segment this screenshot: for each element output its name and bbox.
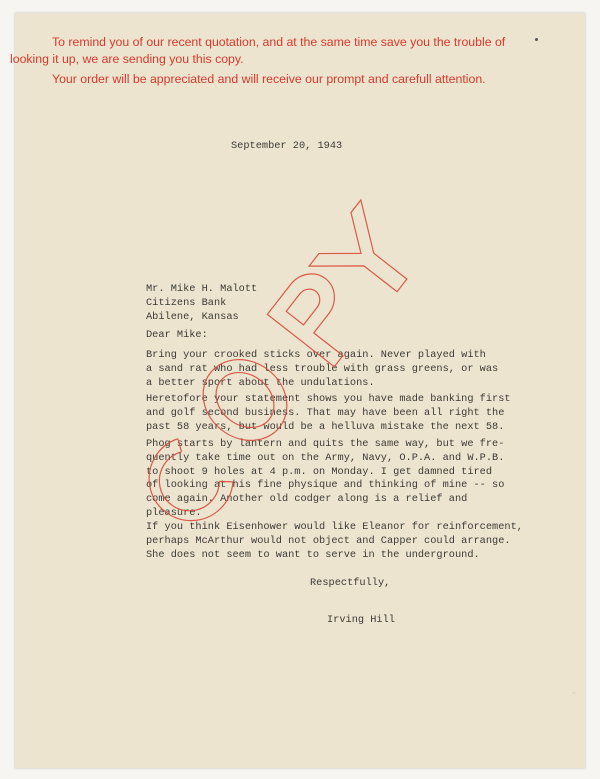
paragraph-1 bbox=[146, 349, 498, 390]
recipient-city: Abilene, Kansas bbox=[146, 310, 239, 323]
recipient-bank: Citizens Bank bbox=[146, 296, 227, 309]
paragraph-line: quently take time out on the Army, Navy, O.P.A. and W.P.B. bbox=[146, 451, 505, 464]
paragraph-line: If you think Eisenhower would like Eleanor for reinforcement, bbox=[146, 521, 523, 533]
paragraph-line: past 58 years, but would be a helluva mistake the next 58. bbox=[146, 420, 505, 433]
recipient-block bbox=[146, 283, 257, 324]
paragraph-4 bbox=[146, 521, 523, 562]
header-line-3: Your order will be appreciated and will receive our prompt and carefull attention. bbox=[52, 72, 486, 86]
letter-date: September 20, 1943 bbox=[231, 140, 343, 152]
paragraph-line: come again. Another old codger along is a relief and bbox=[146, 493, 468, 506]
paragraph-line: of looking at his fine physique and thinking of mine -- so bbox=[146, 479, 505, 492]
paragraph-line: perhaps McArthur would not object and Capper could arrange. bbox=[146, 534, 511, 547]
letter-sheet bbox=[15, 13, 585, 768]
paragraph-line: Bring your crooked sticks over again. Never played with bbox=[146, 349, 486, 361]
paragraph-line: Phog starts by lantern and quits the same way, but we fre- bbox=[146, 438, 505, 450]
paragraph-line: a sand rat who had less trouble with grass greens, or was bbox=[146, 362, 499, 375]
paragraph-line: a better sport about the undulations. bbox=[146, 376, 375, 389]
paragraph-2 bbox=[146, 393, 511, 434]
header-line-1: To remind you of our recent quotation, and at the same time save you the trouble of bbox=[52, 35, 506, 49]
recipient-name: Mr. Mike H. Malott bbox=[146, 283, 258, 295]
paragraph-line: to shoot 9 holes at 4 p.m. on Monday. I get damned tired bbox=[146, 465, 493, 478]
signature-name: Irving Hill bbox=[327, 614, 395, 626]
paragraph-line: Heretofore your statement shows you have made banking first bbox=[146, 393, 511, 405]
paragraph-line: pleasure. bbox=[146, 506, 202, 519]
closing: Respectfully, bbox=[310, 577, 391, 589]
paper-speck bbox=[535, 38, 538, 41]
paragraph-line: and golf second business. That may have been all right the bbox=[146, 406, 505, 419]
paragraph-3 bbox=[146, 438, 504, 521]
salutation: Dear Mike: bbox=[146, 329, 208, 341]
paper-speck: ~ bbox=[572, 690, 576, 697]
header-line-2: looking it up, we are sending you this copy. bbox=[10, 52, 244, 66]
paragraph-line: She does not seem to want to serve in the underground. bbox=[146, 548, 480, 561]
